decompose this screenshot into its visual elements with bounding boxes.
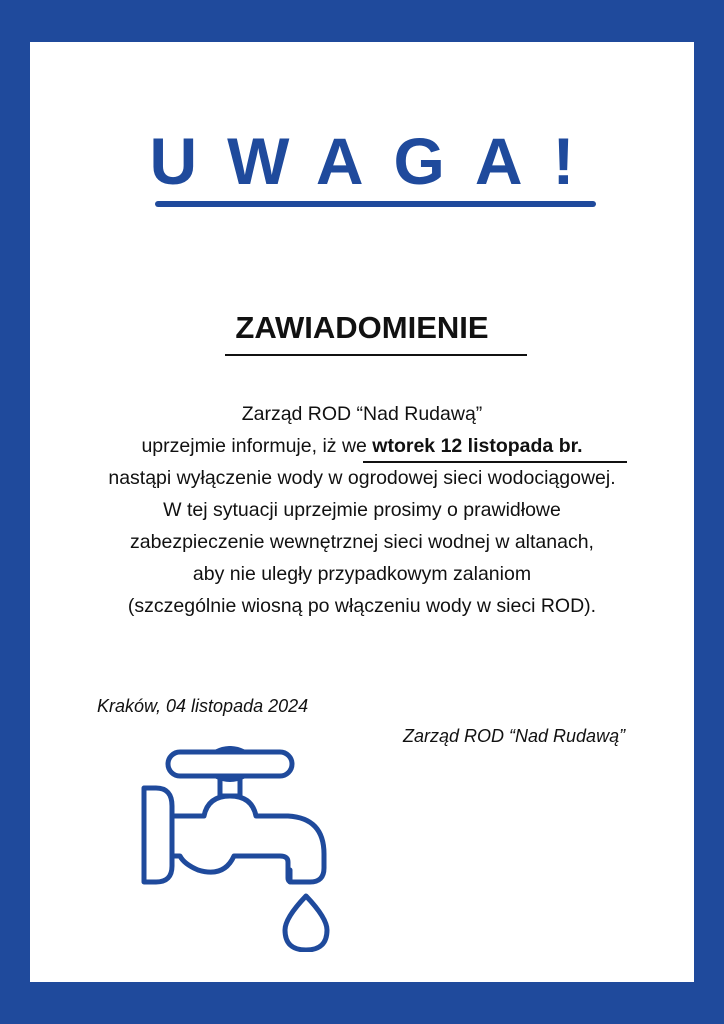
headline-uwaga: UWAGA! (149, 124, 605, 198)
notice-line-5: zabezpieczenie wewnętrznej sieci wodnej w altanach, (130, 531, 594, 553)
headline-underline (155, 201, 596, 207)
notice-line-3: nastąpi wyłączenie wody w ogrodowej sieci wodociągowej. (108, 467, 616, 489)
notice-line-7: (szczególnie wiosną po włączeniu wody w sieci ROD). (127, 595, 597, 617)
notice-line-2 (40, 430, 684, 462)
notice-line-4: W tej sytuacji uprzejmie prosimy o prawidłowe (163, 499, 561, 521)
shutoff-date: wtorek 12 listopada br. (372, 435, 583, 457)
place-and-date: Kraków, 04 listopada 2024 (97, 696, 309, 716)
signature: Zarząd ROD “Nad Rudawą” (403, 726, 626, 746)
notice-title: ZAWIADOMIENIE (235, 310, 489, 345)
notice-title-underline (225, 354, 527, 356)
shutoff-date-underline (363, 461, 627, 463)
notice-line-2-prefix: uprzejmie informuje, iż we (141, 435, 373, 457)
water-faucet-icon (138, 746, 332, 952)
notice-line-6: aby nie uległy przypadkowym zalaniom (192, 563, 532, 585)
notice-line-1: Zarząd ROD “Nad Rudawą” (241, 403, 483, 425)
notice-body (40, 398, 684, 622)
